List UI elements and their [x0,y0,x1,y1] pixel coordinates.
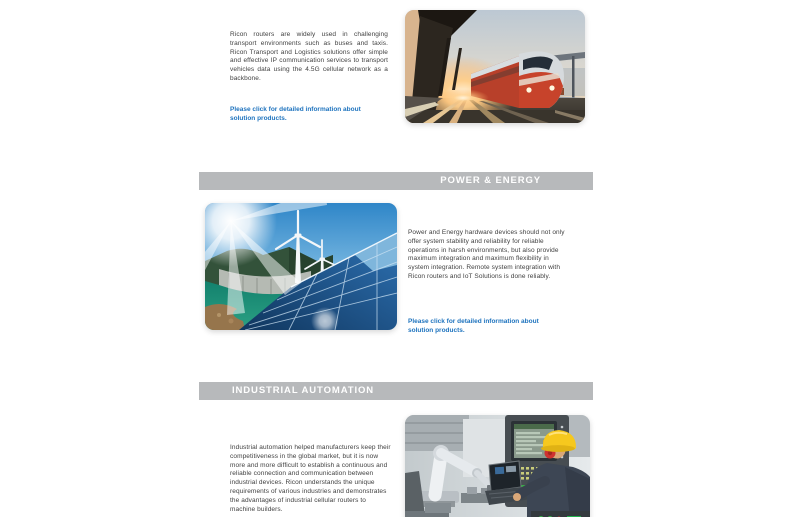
power-energy-section-heading [199,172,593,190]
transport-description: Ricon routers are widely used in challenging transport environments such as buses and taxis. Ricon Transport and Logistics solutions offer simple and effective IP communication services to transport vehicles data using the 4.5G cellular network as a backbone. [230,31,388,83]
train-station-illustration [405,10,585,123]
power-energy-description: Power and Energy hardware devices should not only offer system stability and reliability for reliable operations in harsh environments, but also provide maximum integration and maximum flexibility in system integration. Remote system integration with Ricon routers and IoT Solutions is done reliably. [408,229,565,281]
industrial-automation-illustration [405,415,590,517]
renewable-energy-illustration [205,203,397,330]
renewable-energy-image [205,203,397,330]
industrial-automation-section-heading [199,382,593,400]
industrial-automation-description: Industrial automation helped manufacturers keep their competitiveness in the global market, but it is now more and more difficult to establish a continuous and reliable connection and communication between industrial devices. Ricon understands the unique requirements of various industries and demonstrates the advantages of industrial cellular routers to machine builders. [230,444,391,513]
industrial-automation-heading-label: INDUSTRIAL AUTOMATION [232,385,375,396]
train-station-image [405,10,585,123]
power-energy-details-link[interactable]: Please click for detailed information about solution products. [408,318,539,335]
industrial-automation-image [405,415,590,517]
power-energy-heading-label: POWER & ENERGY [440,175,541,186]
transport-details-link[interactable]: Please click for detailed information about solution products. [230,106,361,123]
